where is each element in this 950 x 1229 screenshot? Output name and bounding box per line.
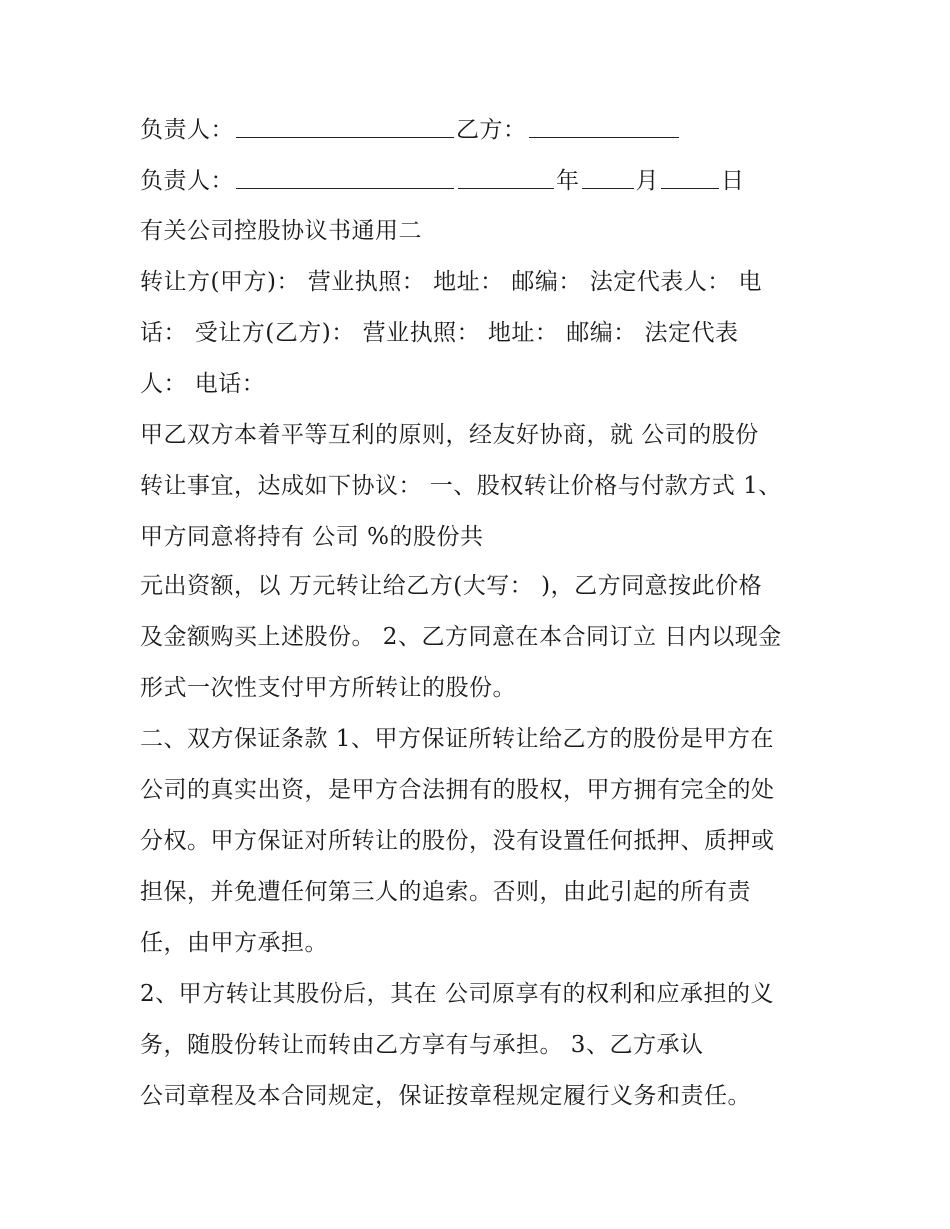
responsible-person-blank[interactable] [236,115,454,138]
text-line: 形式一次性支付甲方所转让的股份。 [140,675,516,701]
text-line: 公司的真实出资，是甲方合法拥有的股权，甲方拥有完全的处 [140,777,775,803]
day-label: 日 [721,168,745,194]
text-line: 公司章程及本合同规定，保证按章程规定履行义务和责任。 [140,1083,751,1109]
text-line: 甲乙双方本着平等互利的原则，经友好协商，就 公司的股份 [140,422,759,448]
text-line: 二、双方保证条款 1、甲方保证所转让给乙方的股份是甲方在 [140,726,774,752]
responsible-person-blank-2[interactable] [236,166,454,189]
party-b-blank[interactable] [529,115,679,138]
text-line: 甲方同意将持有 公司 %的股份共 [140,524,484,550]
text-line: 2、甲方转让其股份后，其在 公司原享有的权利和应承担的义 [140,981,774,1007]
text-line: 人： 电话： [140,371,266,397]
month-label: 月 [635,168,659,194]
text-line: 担保，并免遭任何第三人的追索。否则，由此引起的所有责 [140,879,751,905]
text-line: 话： 受让方(乙方)： 营业执照： 地址： 邮编： 法定代表 [140,320,739,346]
month-blank[interactable] [582,166,634,189]
signature-line-1 [140,115,830,145]
text-line: 转让方(甲方)： 营业执照： 地址： 邮编： 法定代表人： 电 [140,269,763,295]
text-line: 元出资额，以 万元转让给乙方(大写： )，乙方同意按此价格 [140,573,763,599]
text-line: 任，由甲方承担。 [140,930,328,956]
text-line: 转让事宜，达成如下协议： 一、股权转让价格与付款方式 1、 [140,473,782,499]
year-label: 年 [556,168,580,194]
text-line: 务，随股份转让而转由乙方享有与承担。 3、乙方承认 [140,1032,704,1058]
year-blank[interactable] [458,166,554,189]
responsible-person-label-2: 负责人： [140,168,234,194]
day-blank[interactable] [661,166,719,189]
responsible-person-label: 负责人： [140,117,234,143]
text-line: 分权。甲方保证对所转让的股份，没有设置任何抵押、质押或 [140,828,775,854]
signature-line-2 [140,166,830,196]
text-line: 及金额购买上述股份。 2、乙方同意在本合同订立 日内以现金 [140,624,782,650]
party-b-label: 乙方： [456,117,527,143]
document-title: 有关公司控股协议书通用二 [140,218,422,244]
